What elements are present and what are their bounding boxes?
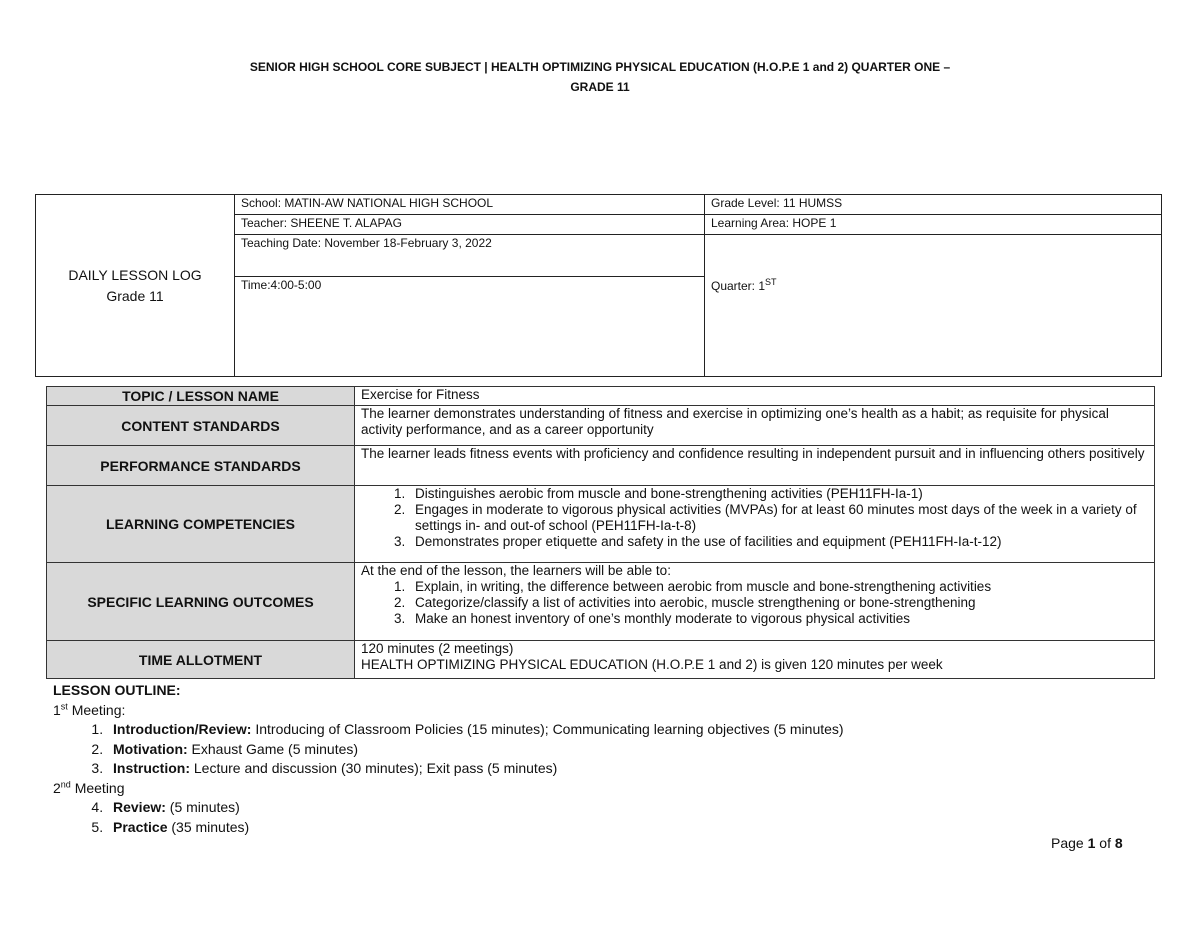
log-grade: Grade 11 bbox=[106, 287, 164, 304]
time-allotment-value bbox=[355, 641, 1155, 679]
outcomes-intro: At the end of the lesson, the learners will be able to: bbox=[361, 563, 671, 578]
teaching-date-cell: Teaching Date: November 18-February 3, 2022 bbox=[235, 235, 705, 277]
time-allotment-label: TIME ALLOTMENT bbox=[47, 641, 355, 679]
document-header-line1: SENIOR HIGH SCHOOL CORE SUBJECT | HEALTH OPTIMIZING PHYSICAL EDUCATION (H.O.P.E 1 and 2) QUARTER ONE – bbox=[249, 60, 951, 74]
outline-item: 3. Instruction: Lecture and discussion (30 minutes); Exit pass (5 minutes) bbox=[107, 759, 844, 779]
time-allotment-line1: 120 minutes (2 meetings) bbox=[361, 641, 514, 656]
lesson-outline-title: LESSON OUTLINE: bbox=[53, 682, 181, 698]
performance-standards-value: The learner leads fitness events with proficiency and confidence resulting in independent pursuit and in influencing others positively bbox=[355, 446, 1155, 486]
time-allotment-line2: HEALTH OPTIMIZING PHYSICAL EDUCATION (H.O.P.E 1 and 2) is given 120 minutes per week bbox=[361, 657, 943, 672]
quarter-cell bbox=[705, 235, 1162, 377]
competency-item: 1. Distinguishes aerobic from muscle and bone-strengthening activities (PEH11FH-Ia-1) bbox=[409, 486, 1148, 502]
specific-outcomes-value bbox=[355, 563, 1155, 641]
content-standards-value: The learner demonstrates understanding of fitness and exercise in optimizing one’s health as a habit; as requisite for physical activity performance, and as a career opportunity bbox=[355, 406, 1155, 446]
quarter-suffix: ST bbox=[765, 277, 777, 287]
lesson-details-table bbox=[46, 386, 1155, 679]
outcome-item: 2. Categorize/classify a list of activities into aerobic, muscle strengthening or bone-strengthening bbox=[409, 595, 1148, 611]
performance-standards-label: PERFORMANCE STANDARDS bbox=[47, 446, 355, 486]
log-title: DAILY LESSON LOG bbox=[68, 266, 202, 283]
topic-label: TOPIC / LESSON NAME bbox=[47, 387, 355, 406]
outline-item: 5. Practice (35 minutes) bbox=[107, 818, 844, 838]
meeting-1-list bbox=[53, 720, 844, 779]
competency-item: 3. Demonstrates proper etiquette and safety in the use of facilities and equipment (PEH11FH-Ia-t-12) bbox=[409, 534, 1148, 550]
lesson-info-table bbox=[35, 194, 1162, 377]
meeting-2-heading: 2nd Meeting bbox=[53, 778, 125, 796]
outline-item: 4. Review: (5 minutes) bbox=[107, 798, 844, 818]
daily-lesson-log-cell bbox=[36, 195, 235, 377]
time-cell: Time:4:00-5:00 bbox=[235, 277, 705, 377]
grade-level-cell: Grade Level: 11 HUMSS bbox=[705, 195, 1162, 215]
competency-item: 2. Engages in moderate to vigorous physical activities (MVPAs) for at least 60 minutes most days of the week in a variety of settings in- and out-of school (PEH11FH-Ia-t-8) bbox=[409, 502, 1148, 534]
school-cell: School: MATIN-AW NATIONAL HIGH SCHOOL bbox=[235, 195, 705, 215]
page-number: Page 1 of 8 bbox=[1051, 835, 1123, 851]
outcome-item: 3. Make an honest inventory of one’s monthly moderate to vigorous physical activities bbox=[409, 611, 1148, 627]
specific-outcomes-label: SPECIFIC LEARNING OUTCOMES bbox=[47, 563, 355, 641]
learning-competencies-value bbox=[355, 486, 1155, 563]
document-header-line2: GRADE 11 bbox=[570, 80, 630, 94]
topic-value: Exercise for Fitness bbox=[355, 387, 1155, 406]
learning-area-cell: Learning Area: HOPE 1 bbox=[705, 215, 1162, 235]
lesson-outline bbox=[53, 681, 844, 837]
content-standards-label: CONTENT STANDARDS bbox=[47, 406, 355, 446]
quarter-label: Quarter: 1 bbox=[711, 279, 766, 293]
meeting-1-heading: 1st Meeting: bbox=[53, 700, 126, 718]
outcome-item: 1. Explain, in writing, the difference between aerobic from muscle and bone-strengthening activities bbox=[409, 579, 1148, 595]
teacher-cell: Teacher: SHEENE T. ALAPAG bbox=[235, 215, 705, 235]
meeting-2-list bbox=[53, 798, 844, 837]
learning-competencies-label: LEARNING COMPETENCIES bbox=[47, 486, 355, 563]
outline-item: 2. Motivation: Exhaust Game (5 minutes) bbox=[107, 740, 844, 760]
outline-item: 1. Introduction/Review: Introducing of Classroom Policies (15 minutes); Communicating learning objectives (5 minutes) bbox=[107, 720, 844, 740]
